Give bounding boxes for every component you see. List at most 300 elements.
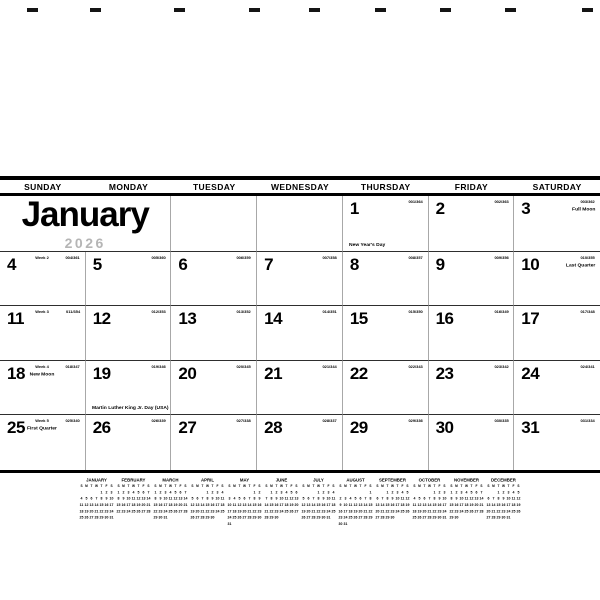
mini-day-cell: 27 — [141, 509, 146, 514]
mini-day-cell: 8 — [117, 496, 120, 501]
mini-day-cell: 7 — [364, 496, 367, 501]
day-number: 6 — [178, 254, 188, 274]
day-cell — [514, 415, 600, 470]
mini-day-cell: 9 — [322, 496, 325, 501]
mini-day-cell: 20 — [422, 509, 427, 514]
day-cell — [343, 306, 429, 361]
mini-day-cell: 16 — [158, 502, 163, 507]
mini-day-cell: 18 — [168, 502, 173, 507]
mini-day-cell: 3 — [344, 496, 347, 501]
mini-day-letter: F — [142, 484, 145, 488]
mini-day-cell: 29 — [385, 515, 390, 520]
mini-month — [301, 477, 336, 527]
mini-day-letter: W — [464, 484, 468, 488]
mini-day-cell: 13 — [358, 502, 363, 507]
mini-day-cell: 30 — [257, 515, 262, 520]
mini-day-cell: 15 — [316, 502, 321, 507]
mini-day-cell: 25 — [348, 515, 353, 520]
mini-day-cell: 30 — [104, 515, 109, 520]
mini-day-cell: 2 — [258, 490, 261, 495]
mini-day-cell: 7 — [480, 490, 483, 495]
mini-day-cell: 23 — [274, 509, 279, 514]
mini-day-letter: S — [191, 484, 194, 488]
mini-day-cell: 19 — [516, 502, 521, 507]
mini-day-cell: 1 — [253, 490, 256, 495]
mini-day-cell: 6 — [90, 496, 93, 501]
day-number: 27 — [178, 418, 197, 438]
day-number: 28 — [264, 418, 283, 438]
mini-week-row — [375, 514, 410, 520]
mini-day-cell: 20 — [486, 509, 491, 514]
mini-day-cell: 5 — [238, 496, 241, 501]
mini-day-cell: 23 — [501, 509, 506, 514]
mini-day-cell: 29 — [252, 515, 257, 520]
day-number: 5 — [92, 254, 102, 274]
mini-day-cell: 23 — [321, 509, 326, 514]
mini-day-cell: 1 — [206, 490, 209, 495]
mini-day-letter: S — [302, 484, 305, 488]
mini-day-cell: 18 — [284, 502, 289, 507]
mini-day-cell: 16 — [338, 509, 343, 514]
mini-day-cell: 14 — [479, 496, 484, 501]
day-number: 20 — [178, 363, 197, 383]
mini-day-letter: S — [369, 484, 372, 488]
mini-day-cell: 24 — [326, 509, 331, 514]
mini-day-letter: W — [168, 484, 172, 488]
mini-day-cell: 4 — [465, 490, 468, 495]
mini-day-cell: 8 — [253, 496, 256, 501]
mini-month-name: APRIL — [200, 477, 214, 483]
mini-day-cell: 6 — [179, 490, 182, 495]
mini-day-cell: 24 — [215, 509, 220, 514]
mini-day-letter: S — [147, 484, 150, 488]
mini-day-cell: 30 — [274, 515, 279, 520]
mini-day-cell: 28 — [247, 515, 252, 520]
mini-day-cell: 29 — [449, 515, 454, 520]
mini-day-cell: 10 — [442, 496, 447, 501]
mini-day-cell: 26 — [353, 515, 358, 520]
mini-day-cell: 14 — [94, 502, 99, 507]
mini-month-name: FEBRUARY — [121, 477, 146, 483]
day-number: 26 — [92, 418, 111, 438]
mini-day-cell: 29 — [368, 515, 373, 520]
mini-day-cell: 12 — [136, 496, 141, 501]
mini-day-cell: 2 — [122, 490, 125, 495]
day-number: 23 — [435, 363, 454, 383]
empty-day-cell — [257, 196, 343, 252]
mini-day-cell: 6 — [475, 490, 478, 495]
mini-day-cell: 26 — [237, 515, 242, 520]
mini-day-cell: 19 — [237, 509, 242, 514]
mini-day-cell: 8 — [317, 496, 320, 501]
mini-day-letter: T — [433, 484, 436, 488]
mini-day-cell: 27 — [294, 509, 299, 514]
mini-day-letter: W — [131, 484, 135, 488]
mini-day-cell: 14 — [200, 502, 205, 507]
mini-day-cell: 8 — [270, 496, 273, 501]
mini-day-cell: 26 — [516, 509, 521, 514]
day-of-year-counter: 012/353 — [151, 310, 166, 315]
mini-day-cell: 17 — [163, 502, 168, 507]
mini-day-cell: 27 — [306, 515, 311, 520]
mini-day-letter: W — [501, 484, 505, 488]
day-number: 4 — [7, 254, 16, 274]
mini-day-letter: W — [353, 484, 357, 488]
moon-phase-label: New Moon — [29, 370, 55, 377]
mini-day-cell: 20 — [89, 509, 94, 514]
mini-day-cell: 21 — [94, 509, 99, 514]
mini-day-cell: 10 — [126, 496, 131, 501]
mini-day-cell: 14 — [146, 496, 151, 501]
weekday-header: WEDNESDAY — [270, 181, 330, 192]
mini-month-name: MAY — [239, 477, 250, 483]
day-of-year-counter: 027/338 — [236, 419, 252, 424]
day-number: 31 — [521, 418, 540, 438]
mini-day-cell: 31 — [109, 515, 114, 520]
day-of-year-counter: 007/358 — [322, 255, 337, 261]
mini-day-cell: 6 — [243, 496, 246, 501]
mini-day-cell: 4 — [413, 496, 416, 501]
moon-phase-label: First Quarter — [27, 425, 58, 432]
mini-day-letter: T — [507, 484, 510, 488]
mini-week-row — [486, 514, 521, 520]
mini-day-cell: 15 — [252, 502, 257, 507]
mini-day-letter: T — [211, 484, 214, 488]
holiday-label: New Year's Day — [348, 241, 386, 247]
mini-day-cell: 23 — [437, 509, 442, 514]
mini-day-cell: 16 — [454, 502, 459, 507]
mini-day-cell: 12 — [301, 502, 306, 507]
mini-month — [153, 477, 188, 527]
day-cell — [0, 306, 86, 361]
mini-day-cell: 5 — [470, 490, 473, 495]
mini-day-cell: 30 — [321, 515, 326, 520]
day-of-year-counter: 001/364 — [408, 200, 423, 205]
mini-day-cell: 3 — [460, 490, 463, 495]
mini-day-cell: 8 — [450, 496, 453, 501]
mini-day-cell: 10 — [109, 496, 114, 501]
mini-day-letter: S — [295, 484, 298, 488]
mini-day-cell: 10 — [163, 496, 168, 501]
mini-month-name: AUGUST — [346, 477, 365, 483]
mini-day-cell: 2 — [438, 490, 441, 495]
mini-day-cell: 16 — [321, 502, 326, 507]
day-cell — [257, 415, 343, 470]
mini-day-letter: T — [349, 484, 352, 488]
mini-day-letter: S — [154, 484, 157, 488]
mini-day-cell: 24 — [395, 509, 400, 514]
mini-day-cell: 29 — [432, 515, 437, 520]
mini-day-cell: 4 — [512, 490, 515, 495]
mini-day-cell: 9 — [211, 496, 214, 501]
mini-day-cell: 2 — [455, 490, 458, 495]
day-cell — [343, 361, 429, 416]
day-of-year-counter: 023/342 — [493, 364, 509, 370]
mini-day-letter: W — [205, 484, 209, 488]
mini-day-letter: S — [117, 484, 120, 488]
mini-day-letter: T — [396, 484, 399, 488]
mini-day-cell: 16 — [104, 502, 109, 507]
mini-day-cell: 4 — [132, 490, 135, 495]
mini-day-cell: 25 — [168, 509, 173, 514]
day-of-year-counter: 005/360 — [151, 255, 166, 261]
day-cell — [514, 306, 600, 361]
mini-day-cell: 21 — [183, 502, 188, 507]
mini-day-cell: 25 — [131, 509, 136, 514]
mini-day-cell: 26 — [84, 515, 89, 520]
mini-day-cell: 16 — [210, 502, 215, 507]
mini-day-cell: 20 — [474, 502, 479, 507]
week-number-label: Week 4 — [35, 364, 50, 370]
mini-day-cell: 15 — [153, 502, 158, 507]
mini-day-cell: 13 — [141, 496, 146, 501]
mini-day-cell: 4 — [349, 496, 352, 501]
mini-day-cell: 12 — [190, 502, 195, 507]
mini-day-cell: 24 — [227, 515, 232, 520]
mini-day-cell: 7 — [147, 490, 150, 495]
mini-day-letter: S — [221, 484, 224, 488]
day-number: 14 — [264, 309, 283, 329]
mini-day-cell: 29 — [496, 515, 501, 520]
mini-day-cell: 11 — [412, 502, 417, 507]
mini-day-cell: 15 — [205, 502, 210, 507]
day-of-year-counter: 015/350 — [408, 310, 423, 315]
mini-day-cell: 14 — [247, 502, 252, 507]
month-title: January — [21, 195, 149, 234]
mini-day-cell: 22 — [316, 509, 321, 514]
mini-day-letter: W — [390, 484, 394, 488]
mini-day-cell: 11 — [131, 496, 136, 501]
mini-day-cell: 15 — [269, 502, 274, 507]
mini-day-cell: 24 — [459, 509, 464, 514]
mini-day-cell: 22 — [116, 509, 121, 514]
mini-day-letter: W — [95, 484, 98, 488]
mini-day-letter: T — [322, 484, 325, 488]
mini-day-cell: 23 — [338, 515, 343, 520]
mini-day-cell: 5 — [517, 490, 520, 495]
day-cell — [343, 415, 429, 470]
mini-day-cell: 13 — [294, 496, 299, 501]
mini-day-letter: W — [279, 484, 283, 488]
mini-month-name: JUNE — [275, 477, 288, 483]
weekday-labels — [0, 180, 600, 193]
mini-day-letter: S — [406, 484, 409, 488]
mini-day-cell: 16 — [257, 502, 262, 507]
mini-day-cell: 11 — [232, 502, 237, 507]
mini-day-letter: F — [475, 484, 478, 488]
day-cell — [429, 252, 515, 307]
day-number: 22 — [349, 363, 368, 383]
day-cell — [257, 252, 343, 307]
mini-day-cell: 21 — [491, 509, 496, 514]
mini-day-cell: 30 — [454, 515, 459, 520]
day-cell — [514, 361, 600, 416]
mini-day-letter: F — [327, 484, 330, 488]
mini-day-cell: 5 — [191, 496, 194, 501]
year-label: 2026 — [64, 234, 106, 251]
mini-day-cell: 17 — [343, 509, 348, 514]
mini-day-cell: 2 — [211, 490, 214, 495]
day-number: 21 — [264, 363, 283, 383]
day-cell — [514, 196, 600, 252]
mini-day-cell: 18 — [511, 502, 516, 507]
mini-day-cell: 25 — [232, 515, 237, 520]
holiday-label: Martin Luther King Jr. Day (USA) — [91, 404, 169, 411]
mini-day-cell: 3 — [164, 490, 167, 495]
mini-day-cell: 26 — [136, 509, 141, 514]
mini-day-letter: T — [248, 484, 251, 488]
mini-day-cell: 4 — [332, 490, 335, 495]
mini-day-cell: 27 — [242, 515, 247, 520]
mini-day-cell: 3 — [443, 490, 446, 495]
mini-day-letter: F — [290, 484, 293, 488]
day-cell — [257, 306, 343, 361]
mini-day-cell: 15 — [368, 502, 373, 507]
mini-day-cell: 14 — [491, 502, 496, 507]
mini-day-cell: 17 — [326, 502, 331, 507]
day-number: 18 — [7, 363, 25, 383]
mini-day-cell: 4 — [80, 496, 83, 501]
day-cell — [0, 252, 86, 307]
mini-day-cell: 25 — [79, 515, 84, 520]
mini-day-cell: 5 — [406, 490, 409, 495]
mini-day-cell: 28 — [311, 515, 316, 520]
mini-day-cell: 26 — [190, 515, 195, 520]
mini-day-cell: 26 — [405, 509, 410, 514]
mini-day-cell: 22 — [153, 509, 158, 514]
binding-mark — [27, 8, 38, 12]
binding-mark — [90, 8, 101, 12]
day-number: 30 — [435, 418, 454, 438]
mini-day-letter: T — [127, 484, 130, 488]
month-grid — [0, 196, 600, 470]
mini-day-letter: F — [364, 484, 367, 488]
mini-day-cell: 11 — [284, 496, 289, 501]
mini-week-row — [153, 514, 188, 520]
mini-day-cell: 28 — [380, 515, 385, 520]
mini-day-letter: M — [492, 484, 495, 488]
mini-day-cell: 3 — [110, 490, 113, 495]
day-cell — [171, 252, 257, 307]
mini-day-letter: F — [105, 484, 108, 488]
mini-day-cell: 31 — [506, 515, 511, 520]
mini-day-cell: 23 — [158, 509, 163, 514]
mini-day-cell: 30 — [338, 521, 343, 526]
day-cell — [514, 252, 600, 307]
binding-mark — [582, 8, 593, 12]
mini-day-cell: 21 — [427, 509, 432, 514]
mini-day-letter: S — [258, 484, 261, 488]
mini-day-cell: 12 — [84, 502, 89, 507]
mini-day-cell: 19 — [84, 509, 89, 514]
mini-month — [264, 477, 299, 527]
mini-day-cell: 16 — [121, 502, 126, 507]
mini-week-row — [116, 508, 151, 514]
mini-day-cell: 19 — [417, 509, 422, 514]
day-cell — [429, 415, 515, 470]
mini-day-cell: 1 — [497, 490, 500, 495]
mini-day-cell: 21 — [380, 509, 385, 514]
mini-day-cell: 8 — [497, 496, 500, 501]
mini-day-cell: 23 — [121, 509, 126, 514]
mini-day-cell: 7 — [248, 496, 251, 501]
mini-day-cell: 23 — [454, 509, 459, 514]
mini-day-cell: 27 — [486, 515, 491, 520]
mini-day-cell: 28 — [363, 515, 368, 520]
mini-day-cell: 12 — [289, 496, 294, 501]
mini-day-cell: 9 — [455, 496, 458, 501]
day-number: 1 — [349, 199, 359, 218]
mini-day-letter: T — [164, 484, 167, 488]
mini-day-cell: 18 — [400, 502, 405, 507]
mini-day-cell: 11 — [348, 502, 353, 507]
mini-day-cell: 10 — [227, 502, 232, 507]
mini-day-cell: 29 — [99, 515, 104, 520]
mini-day-cell: 26 — [301, 515, 306, 520]
mini-day-cell: 13 — [306, 502, 311, 507]
day-number: 15 — [349, 309, 368, 329]
mini-day-cell: 21 — [146, 502, 151, 507]
mini-day-letter: S — [517, 484, 520, 488]
mini-day-cell: 12 — [353, 502, 358, 507]
mini-day-cell: 5 — [418, 496, 421, 501]
mini-day-cell: 18 — [331, 502, 336, 507]
mini-day-cell: 2 — [159, 490, 162, 495]
mini-day-cell: 22 — [269, 509, 274, 514]
mini-day-letter: M — [418, 484, 421, 488]
mini-day-cell: 22 — [496, 509, 501, 514]
mini-day-letter: F — [401, 484, 404, 488]
day-of-year-counter: 003/362 — [580, 200, 595, 205]
mini-day-cell: 5 — [290, 490, 293, 495]
mini-day-cell: 31 — [163, 515, 168, 520]
mini-day-cell: 3 — [327, 490, 330, 495]
mini-week-row — [79, 514, 114, 520]
day-of-year-counter: 022/343 — [408, 364, 423, 370]
mini-day-cell: 27 — [422, 515, 427, 520]
mini-day-cell: 23 — [210, 509, 215, 514]
mini-day-letter: M — [233, 484, 236, 488]
mini-day-letter: T — [312, 484, 315, 488]
day-of-year-counter: 010/355 — [580, 255, 595, 261]
mini-day-cell: 8 — [433, 496, 436, 501]
mini-day-cell: 2 — [502, 490, 505, 495]
mini-week-row — [412, 514, 447, 520]
mini-day-cell: 17 — [227, 509, 232, 514]
empty-day-cell — [171, 196, 257, 252]
mini-day-cell: 8 — [206, 496, 209, 501]
mini-day-cell: 13 — [195, 502, 200, 507]
mini-day-cell: 20 — [306, 509, 311, 514]
mini-day-letter: T — [285, 484, 288, 488]
mini-day-cell: 8 — [369, 496, 372, 501]
weekday-header: SATURDAY — [532, 181, 582, 192]
mini-day-cell: 17 — [442, 502, 447, 507]
mini-day-cell: 19 — [469, 502, 474, 507]
mini-day-cell: 20 — [195, 509, 200, 514]
mini-day-cell: 1 — [100, 490, 103, 495]
mini-day-cell: 10 — [326, 496, 331, 501]
mini-day-cell: 1 — [386, 490, 389, 495]
mini-month-name: NOVEMBER — [453, 477, 479, 483]
day-number: 12 — [92, 309, 111, 329]
mini-day-cell: 23 — [390, 509, 395, 514]
mini-day-cell: 11 — [220, 496, 225, 501]
mini-day-cell: 3 — [280, 490, 283, 495]
mini-day-letter: M — [122, 484, 125, 488]
mini-day-cell: 20 — [294, 502, 299, 507]
mini-month — [79, 477, 114, 527]
